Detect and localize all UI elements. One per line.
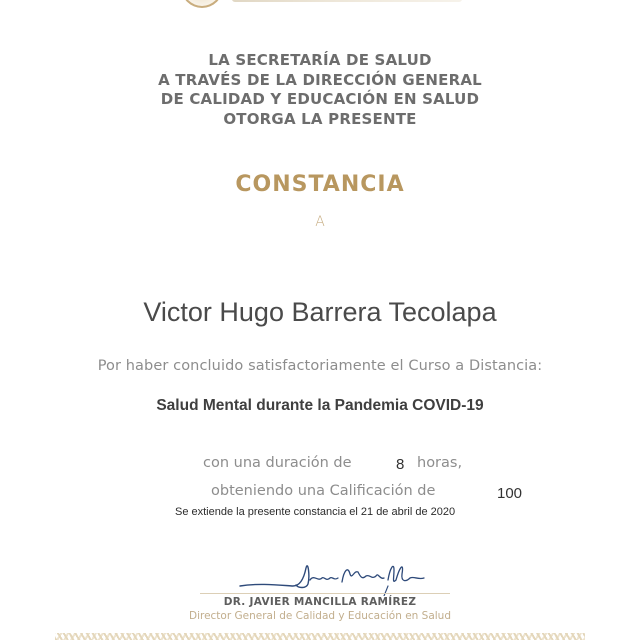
certificate-title: CONSTANCIA bbox=[235, 172, 405, 197]
header-line: DE CALIDAD Y EDUCACIÓN EN SALUD bbox=[160, 90, 480, 108]
signatory-name: DR. JAVIER MANCILLA RAMÍREZ bbox=[223, 596, 417, 608]
header-line: OTORGA LA PRESENTE bbox=[223, 109, 417, 128]
grade-value: 100 bbox=[497, 485, 523, 502]
institution-logo-text bbox=[232, 0, 462, 2]
grade-label: obteniendo una Calificación de bbox=[211, 483, 436, 499]
duration-label: con una duración de bbox=[203, 455, 352, 471]
signature-line bbox=[200, 593, 450, 594]
signatory-role: Director General de Calidad y Educación en Salud bbox=[188, 610, 451, 622]
issuer-header bbox=[0, 51, 640, 129]
decorative-border bbox=[55, 633, 585, 640]
header-line: A TRAVÉS DE LA DIRECCIÓN GENERAL bbox=[158, 70, 482, 89]
issue-date-statement: Se extiende la presente constancia el 21 de abril de 2020 bbox=[175, 506, 456, 518]
duration-value: 8 bbox=[396, 456, 405, 473]
header-line: LA SECRETARÍA DE SALUD bbox=[208, 51, 432, 69]
completion-reason: Por haber concluido satisfactoriamente el Curso a Distancia: bbox=[97, 358, 543, 374]
duration-unit: horas, bbox=[417, 455, 463, 471]
recipient-name: Victor Hugo Barrera Tecolapa bbox=[143, 297, 497, 327]
course-name: Salud Mental durante la Pandemia COVID-19 bbox=[156, 397, 484, 414]
institution-seal-logo bbox=[181, 0, 223, 8]
preposition: A bbox=[315, 214, 325, 230]
handwritten-signature bbox=[238, 556, 428, 596]
